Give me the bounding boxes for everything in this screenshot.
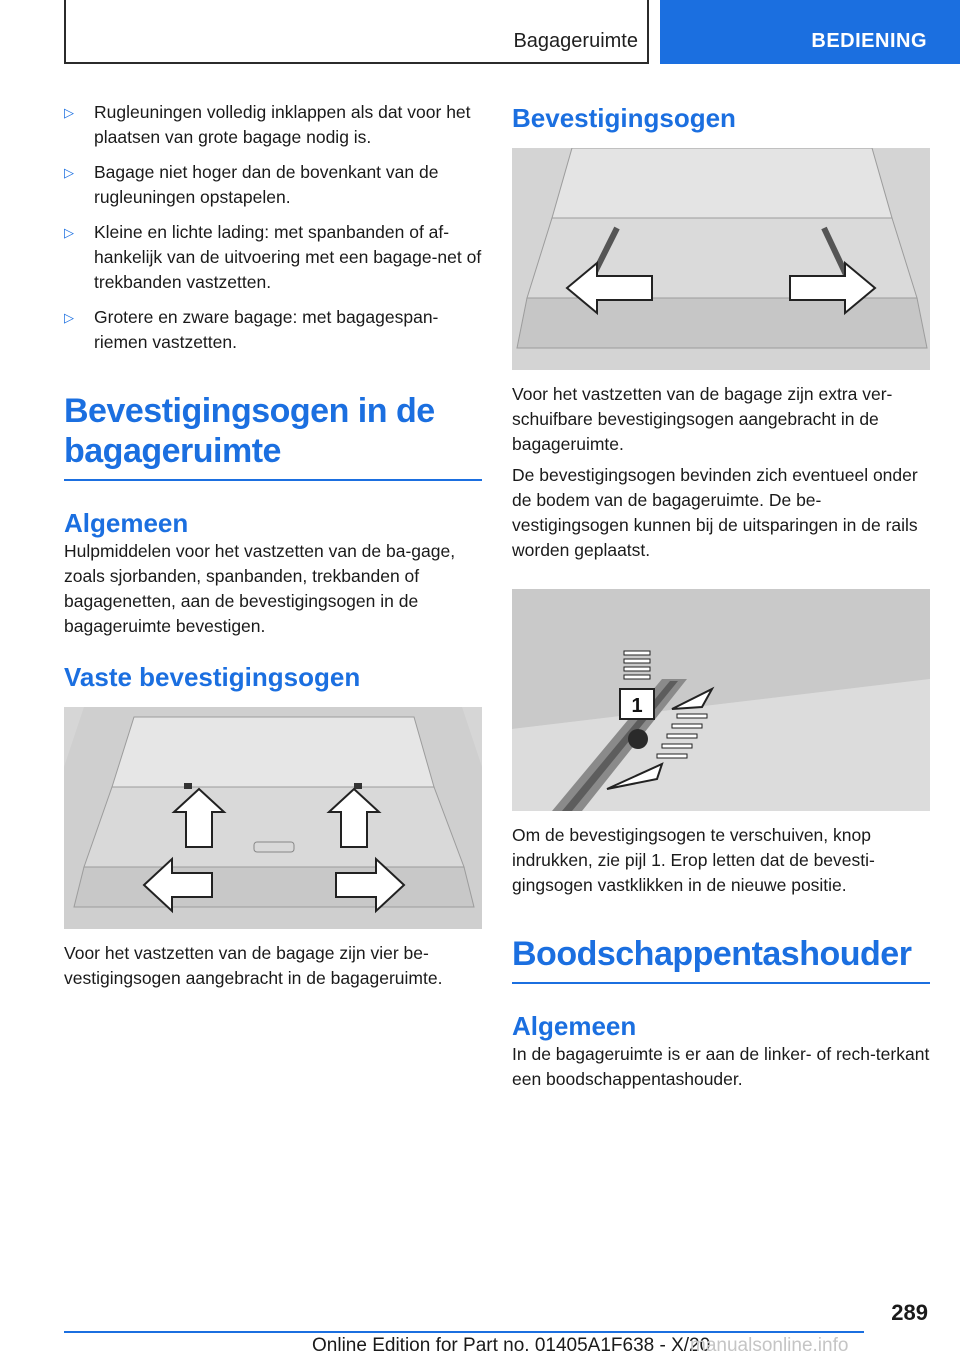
figure-caption: Voor het vastzetten van de bagage zijn vier be-vestigingsogen aangebracht in de bagageruimte. <box>64 943 443 988</box>
list-item: ▷ Bagage niet hoger dan de bovenkant van de rugleuningen opstapelen. <box>64 162 439 207</box>
triangle-bullet-icon: ▷ <box>64 105 74 120</box>
left-column <box>64 100 482 997</box>
trunk-illustration <box>64 707 482 929</box>
watermark-text: manualsonline.info <box>690 1335 849 1356</box>
paragraph: De bevestigingsogen bevinden zich eventueel onder de bodem van de bagageruimte. De be-vestigingsogen kunnen bij de uitsparingen in de rails worden geplaatst. <box>512 465 918 560</box>
section-heading: Bevestigingsogen in de bagageruimte <box>64 392 435 470</box>
section-title: Bagageruimte <box>513 30 638 52</box>
sliding-eyelets-illustration <box>512 148 930 370</box>
triangle-bullet-icon: ▷ <box>64 165 74 180</box>
chapter-tab[interactable] <box>660 0 960 64</box>
triangle-bullet-icon: ▷ <box>64 225 74 240</box>
eyelet-detail-illustration <box>512 589 930 811</box>
subheading: Bevestigingsogen <box>512 103 736 133</box>
figure-caption: Om de bevestigingsogen te verschuiven, knop indrukken, zie pijl 1. Erop letten dat de bevesti-gingsogen vastklikken in de nieuwe positie. <box>512 825 875 895</box>
page-number: 289 <box>891 1300 928 1325</box>
subheading: Algemeen <box>512 1011 637 1041</box>
paragraph: Hulpmiddelen voor het vastzetten van de ba-gage, zoals sjorbanden, spanbanden, trekbanden of bagagenetten, aan de bevestigingsogen in de bagageruimte bevestigen. <box>64 541 456 636</box>
subheading: Algemeen <box>64 508 189 538</box>
heading-rule <box>64 479 482 481</box>
paragraph: Voor het vastzetten van de bagage zijn extra ver-schuifbare bevestigingsogen aangebracht in de bagageruimte. <box>512 384 893 454</box>
edition-text: Online Edition for Part no. 01405A1F638 - X/20 <box>312 1335 711 1356</box>
list-item: ▷ Rugleuningen volledig inklappen als dat voor het plaatsen van grote bagage nodig is. <box>64 102 471 147</box>
section-heading: Boodschappentashouder <box>512 935 912 973</box>
subheading: Vaste bevestigingsogen <box>64 662 361 692</box>
chapter-label: BEDIENING <box>811 30 927 52</box>
list-item: ▷ Grotere en zware bagage: met bagagespan-riemen vastzetten. <box>64 307 439 352</box>
paragraph: In de bagageruimte is er aan de linker- of rech-terkant een boodschappentashouder. <box>512 1044 930 1089</box>
triangle-bullet-icon: ▷ <box>64 310 74 325</box>
list-item: ▷ Kleine en lichte lading: met spanbanden of af-hankelijk van de uitvoering met een bagage-net of trekbanden vastzetten. <box>64 222 482 292</box>
heading-rule <box>512 982 930 984</box>
right-column <box>512 100 930 1098</box>
arrow-label-1: 1 <box>631 695 643 717</box>
bullet-list <box>64 100 482 355</box>
footer-rule <box>64 1331 864 1333</box>
